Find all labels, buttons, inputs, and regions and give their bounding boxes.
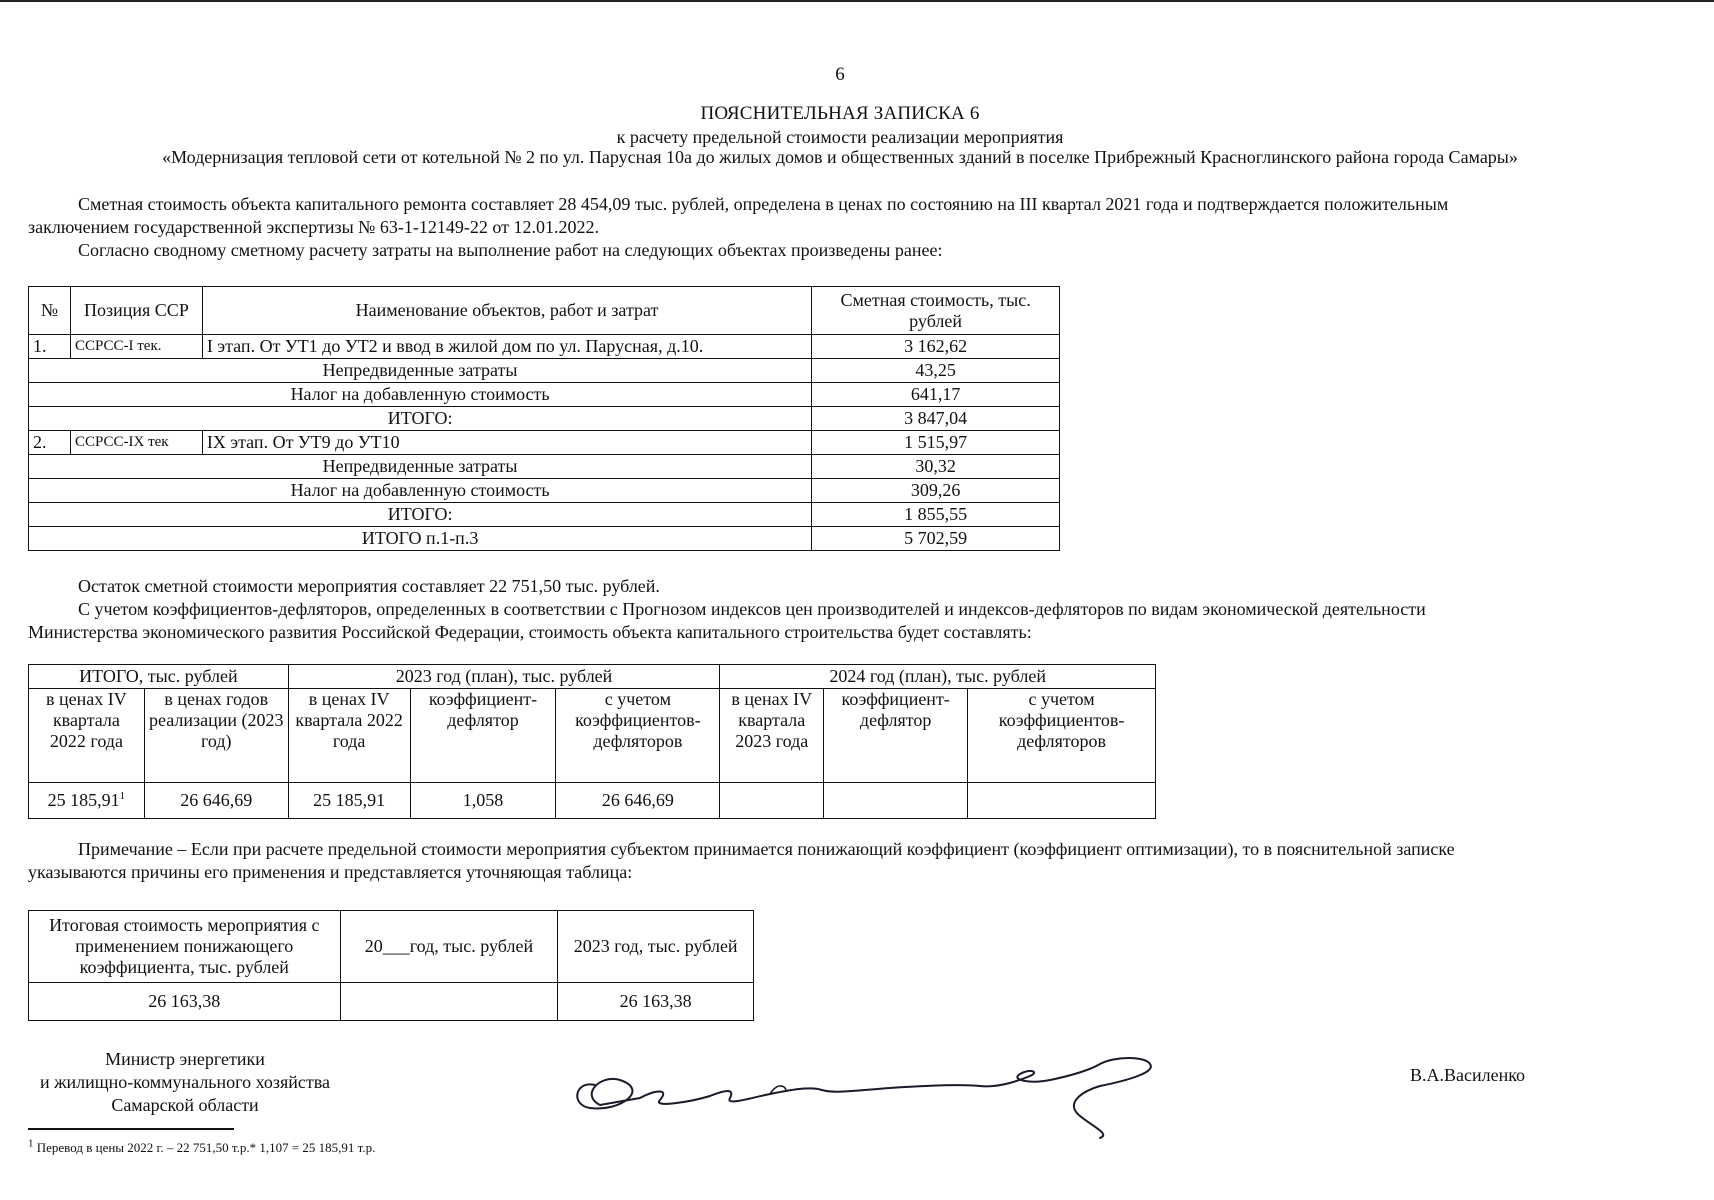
table-row xyxy=(29,335,1060,359)
header-2024-coef: коэффициент-дефлятор xyxy=(824,689,968,783)
deflator-table xyxy=(28,664,1156,819)
handwritten-signature xyxy=(560,1050,1210,1140)
row-num: 2. xyxy=(29,431,71,455)
row-value: 43,25 xyxy=(812,359,1060,383)
row-label: Непредвиденные затраты xyxy=(29,359,812,383)
table-header-row xyxy=(29,287,1060,335)
row-label: ИТОГО: xyxy=(29,503,812,527)
previous-costs-table xyxy=(28,286,1060,551)
footnote xyxy=(28,1137,376,1156)
note-paragraph xyxy=(28,838,1660,884)
header-2023-with-coef: с учетом коэффициентов-дефляторов xyxy=(556,689,720,783)
reduced-cost-table xyxy=(28,910,754,1021)
header-year-2023: 2023 год, тыс. рублей xyxy=(558,911,754,983)
value-year-blank xyxy=(340,983,558,1021)
row-value: 641,17 xyxy=(812,383,1060,407)
signatory-line-1: Министр энергетики xyxy=(105,1049,265,1069)
row-value: 30,32 xyxy=(812,455,1060,479)
row-label: ИТОГО: xyxy=(29,407,812,431)
header-name: Наименование объектов, работ и затрат xyxy=(202,287,811,335)
row-value: 3 847,04 xyxy=(812,407,1060,431)
row-value: 5 702,59 xyxy=(812,527,1060,551)
header-num: № xyxy=(29,287,71,335)
group-2023-header: 2023 год (план), тыс. рублей xyxy=(288,665,720,689)
page-number: 6 xyxy=(835,64,845,85)
table-row xyxy=(29,455,1060,479)
value-year-2023: 26 163,38 xyxy=(558,983,754,1021)
value-2024-with-coef xyxy=(968,783,1156,819)
value-2024-coef xyxy=(824,783,968,819)
group-2024-header: 2024 год (план), тыс. рублей xyxy=(720,665,1156,689)
header-total-q4-2022: в ценах IV квартала 2022 года xyxy=(29,689,145,783)
table-row xyxy=(29,359,1060,383)
row-name: I этап. От УТ1 до УТ2 и ввод в жилой дом по ул. Парусная, д.10. xyxy=(202,335,811,359)
row-label: ИТОГО п.1-п.3 xyxy=(29,527,812,551)
value-2024-q4 xyxy=(720,783,824,819)
table-header-row xyxy=(29,689,1156,783)
footnote-divider xyxy=(28,1128,234,1130)
value-total-q4-2022-number: 25 185,91 xyxy=(47,790,120,810)
footnote-text: Перевод в цены 2022 г. – 22 751,50 т.р.* 1,107 = 25 185,91 т.р. xyxy=(36,1140,376,1155)
row-value: 309,26 xyxy=(812,479,1060,503)
table-row xyxy=(29,503,1060,527)
row-label: Налог на добавленную стоимость xyxy=(29,383,812,407)
table-row xyxy=(29,383,1060,407)
header-2023-coef: коэффициент-дефлятор xyxy=(410,689,556,783)
value-2023-coef: 1,058 xyxy=(410,783,556,819)
group-total-header: ИТОГО, тыс. рублей xyxy=(29,665,289,689)
header-total-years: в ценах годов реализации (2023 год) xyxy=(144,689,288,783)
document-subtitle: к расчету предельной стоимости реализации мероприятия xyxy=(616,127,1064,147)
header-2023-q4: в ценах IV квартала 2022 года xyxy=(288,689,410,783)
footnote-number: 1 xyxy=(28,1137,34,1150)
table-row xyxy=(29,431,1060,455)
row-label: Непредвиденные затраты xyxy=(29,455,812,479)
row-value: 1 855,55 xyxy=(812,503,1060,527)
row-label: Налог на добавленную стоимость xyxy=(29,479,812,503)
project-name: «Модернизация тепловой сети от котельной № 2 по ул. Парусная 10а до жилых домов и общественных зданий в поселке Прибрежный Красноглинского района города Самары» xyxy=(162,147,1518,167)
header-position: Позиция ССР xyxy=(70,287,202,335)
value-2023-with-coef: 26 646,69 xyxy=(556,783,720,819)
intro-line-3: Согласно сводному сметному расчету затраты на выполнение работ на следующих объектах произведены ранее: xyxy=(78,240,943,260)
intro-line-2: заключением государственной экспертизы № 63-1-12149-22 от 12.01.2022. xyxy=(28,217,599,237)
table-row xyxy=(29,527,1060,551)
row-position: ССРСС-I тек. xyxy=(70,335,202,359)
header-2024-with-coef: с учетом коэффициентов-дефляторов xyxy=(968,689,1156,783)
table-row xyxy=(29,783,1156,819)
document-title: ПОЯСНИТЕЛЬНАЯ ЗАПИСКА 6 xyxy=(700,103,980,124)
row-num: 1. xyxy=(29,335,71,359)
table-row xyxy=(29,479,1060,503)
signatory-position xyxy=(20,1048,350,1117)
row-position: ССРСС-IX тек xyxy=(70,431,202,455)
value-2023-q4: 25 185,91 xyxy=(288,783,410,819)
note-line-2: указываются причины его применения и представляется уточняющая таблица: xyxy=(28,862,633,882)
signatory-line-3: Самарской области xyxy=(111,1095,259,1115)
value-total-q4-2022 xyxy=(29,783,145,819)
footnote-marker: 1 xyxy=(119,790,126,802)
header-year-blank: 20___год, тыс. рублей xyxy=(340,911,558,983)
table-row xyxy=(29,407,1060,431)
table-row xyxy=(29,983,754,1021)
signer-name: В.А.Василенко xyxy=(1410,1065,1526,1085)
signatory-line-2: и жилищно-коммунального хозяйства xyxy=(39,1072,331,1092)
deflator-line-1: С учетом коэффициентов-дефляторов, определенных в соответствии с Прогнозом индексов цен производителей и индексов-дефляторов по видам экономической деятельности xyxy=(78,599,1426,619)
header-cost: Сметная стоимость, тыс. рублей xyxy=(812,287,1060,335)
deflator-line-2: Министерства экономического развития Российской Федерации, стоимость объекта капитального строительства будет составлять: xyxy=(28,622,1032,642)
row-value: 3 162,62 xyxy=(812,335,1060,359)
header-reduced-total: Итоговая стоимость мероприятия с применением понижающего коэффициента, тыс. рублей xyxy=(29,911,341,983)
top-border-line xyxy=(0,0,1714,2)
note-line-1: Примечание – Если при расчете предельной стоимости мероприятия субъектом принимается понижающий коэффициент (коэффициент оптимизации), то в пояснительной записке xyxy=(78,839,1455,859)
table-header-row xyxy=(29,911,754,983)
header-2024-q4: в ценах IV квартала 2023 года xyxy=(720,689,824,783)
intro-line-1: Сметная стоимость объекта капитального ремонта составляет 28 454,09 тыс. рублей, определена в ценах по состоянию на III квартал 2021 года и подтверждается положительным xyxy=(78,194,1449,214)
value-reduced-total: 26 163,38 xyxy=(29,983,341,1021)
value-total-years: 26 646,69 xyxy=(144,783,288,819)
table-group-header-row xyxy=(29,665,1156,689)
intro-paragraph xyxy=(28,193,1660,262)
middle-paragraph xyxy=(28,575,1660,644)
remaining-cost-line: Остаток сметной стоимости мероприятия составляет 22 751,50 тыс. рублей. xyxy=(78,576,660,596)
row-name: IX этап. От УТ9 до УТ10 xyxy=(202,431,811,455)
row-value: 1 515,97 xyxy=(812,431,1060,455)
